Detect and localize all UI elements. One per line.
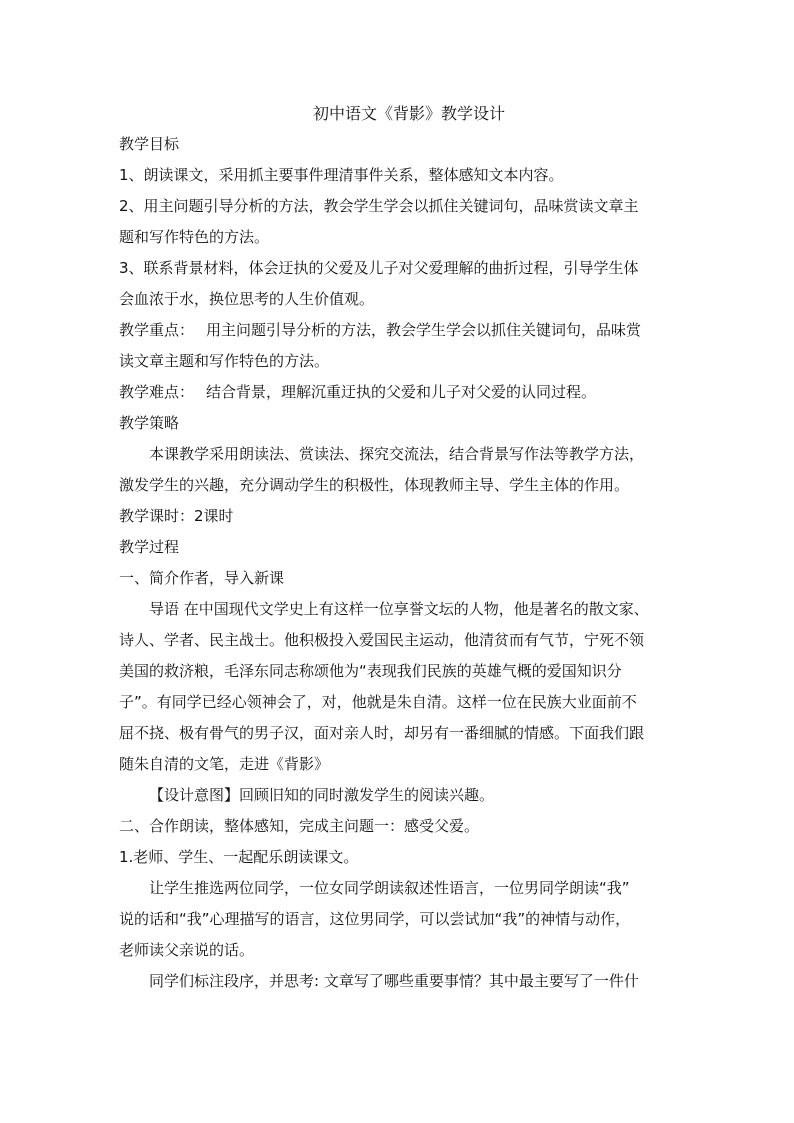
goal-2-line-1: 2、用主问题引导分析的方法，教会学生学会以抓住关键词句，品味赏读文章主: [119, 197, 639, 215]
question-line-1: 同学们标注段序，并思考: 文章写了哪些重要事情？其中最主要写了一件什: [149, 972, 639, 990]
reading-line-1: 让学生推选两位同学，一位女同学朗读叙述性语言，一位男同学朗读“我”: [149, 879, 630, 897]
reading-line-2: 说的话和“我”心理描写的语言，这位男同学，可以尝试加“我”的神情与动作，: [119, 910, 631, 928]
difficulty-text: 结合背景，理解沉重迂执的父爱和儿子对父爱的认同过程。: [206, 383, 597, 401]
goals-heading: 教学目标: [119, 135, 180, 153]
difficulty-line: [119, 377, 679, 408]
intro-line-3: 美国的救济粮，毛泽东同志称颂他为“表现我们民族的英雄气概的爱国知识分: [119, 662, 622, 680]
intro-line-5: 屈不挠、极有骨气的男子汉，面对亲人时，却另有一番细腻的情感。下面我们跟: [119, 724, 645, 742]
goal-2-line-2: 题和写作特色的方法。: [119, 228, 270, 246]
reading-line-3: 老师读父亲说的话。: [119, 941, 255, 959]
document-title: 初中语文《背影》教学设计: [312, 104, 505, 123]
document-content: [119, 98, 679, 997]
strategy-line-2: 激发学生的兴趣，充分调动学生的积极性，体现教师主导、学生主体的作用。: [119, 476, 630, 494]
goal-3-line-1: 3、联系背景材料，体会迂执的父爱及儿子对父爱理解的曲折过程，引导学生体: [119, 259, 639, 277]
strategy-line-1: 本课教学采用朗读法、赏读法、探究交流法，结合背景写作法等教学方法，: [149, 445, 645, 463]
key-point-line-2: 读文章主题和写作特色的方法。: [119, 352, 330, 370]
step-2-item-1: 1.老师、学生、一起配乐朗读课文。: [119, 848, 359, 866]
intro-line-1: 导语 在中国现代文学史上有这样一位享誉文坛的人物，他是著名的散文家、: [149, 600, 649, 618]
process-heading: 教学过程: [119, 538, 180, 556]
goal-3-line-2: 会血浓于水，换位思考的人生价值观。: [119, 290, 375, 308]
teaching-hours: 教学课时：2课时: [119, 507, 234, 525]
intro-line-4: 子”。有同学已经心领神会了，对，他就是朱自清。这样一位在民族大业面前不: [119, 693, 637, 711]
step-2-heading: 二、合作朗读，整体感知，完成主问题一：感受父爱。: [119, 817, 480, 835]
goal-1: 1、朗读课文，采用抓主要事件理清事件关系，整体感知文本内容。: [119, 166, 564, 184]
key-point-label: 教学重点：: [119, 321, 195, 339]
strategy-heading: 教学策略: [119, 414, 180, 432]
difficulty-label: 教学难点：: [119, 383, 195, 401]
design-intent: 【设计意图】回顾旧知的同时激发学生的阅读兴趣。: [149, 786, 495, 804]
key-point-line-1: [119, 315, 679, 346]
intro-line-6: 随朱自清的文笔，走进《背影》: [119, 755, 330, 773]
key-point-text: 用主问题引导分析的方法，教会学生学会以抓住关键词句，品味赏: [206, 321, 642, 339]
step-1-heading: 一、简介作者，导入新课: [119, 569, 285, 587]
intro-line-2: 诗人、学者、民主战士。他积极投入爱国民主运动，他清贫而有气节，宁死不领: [119, 631, 645, 649]
